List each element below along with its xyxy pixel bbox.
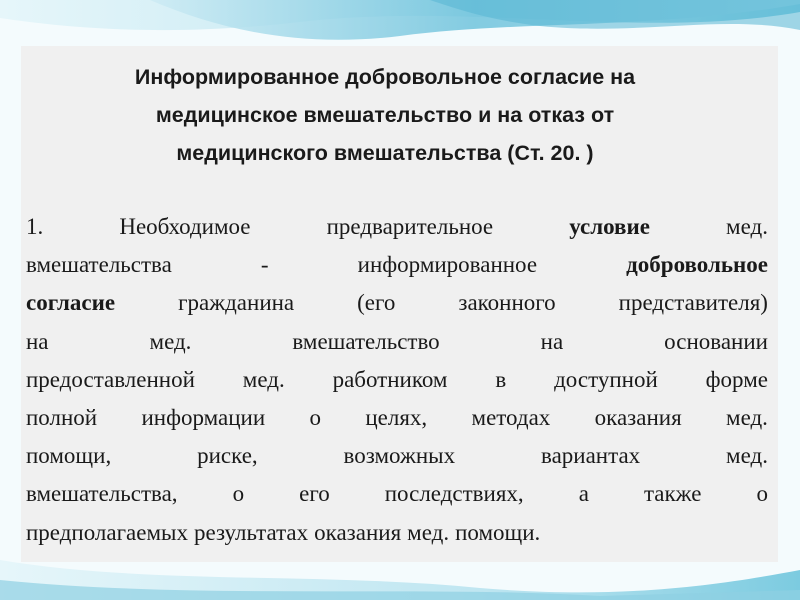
body-word: помощи. bbox=[455, 519, 541, 545]
body-line bbox=[26, 475, 768, 513]
slide-title-line: медицинское вмешательство и на отказ от bbox=[155, 103, 615, 127]
bold-term: согласие bbox=[26, 290, 116, 316]
body-word: информации bbox=[141, 405, 266, 431]
body-word: законного bbox=[458, 290, 556, 316]
body-word: на bbox=[26, 328, 49, 354]
body-word: риске, bbox=[197, 443, 258, 469]
slide-title-line: медицинского вмешательства (Ст. 20. ) bbox=[176, 141, 594, 165]
body-word: вариантах bbox=[541, 443, 641, 469]
body-line bbox=[26, 208, 768, 246]
body-word: методах bbox=[471, 405, 551, 431]
bold-term: добровольное bbox=[626, 252, 768, 278]
body-line bbox=[26, 323, 768, 361]
body-word: на bbox=[540, 328, 564, 354]
body-line bbox=[26, 284, 768, 322]
body-word: мед. bbox=[242, 366, 285, 392]
slide-title-line: Информированное добровольное согласие на bbox=[134, 65, 636, 89]
body-word: представителя) bbox=[618, 290, 768, 316]
body-word: - bbox=[260, 252, 269, 278]
body-word: мед. bbox=[726, 443, 768, 469]
body-word: мед. bbox=[726, 405, 768, 431]
body-word: также bbox=[643, 481, 702, 507]
slide-body-paragraph bbox=[26, 208, 768, 552]
body-word: основании bbox=[664, 328, 768, 354]
body-word: предварительное bbox=[326, 214, 494, 239]
body-word: возможных bbox=[343, 443, 456, 469]
body-line bbox=[26, 514, 768, 552]
body-word: последствиях, bbox=[384, 481, 524, 507]
body-line bbox=[26, 399, 768, 437]
body-word: целях, bbox=[365, 405, 428, 431]
body-word: полной bbox=[26, 405, 98, 431]
body-word: оказания bbox=[594, 405, 682, 431]
body-word: оказания bbox=[314, 519, 402, 545]
body-word: доступной bbox=[554, 366, 658, 392]
body-line bbox=[26, 246, 768, 284]
body-word: вмешательство bbox=[292, 328, 440, 354]
body-word: а bbox=[578, 481, 589, 507]
body-line bbox=[26, 361, 768, 399]
body-word: помощи, bbox=[26, 443, 112, 469]
body-word: (его bbox=[357, 290, 396, 316]
body-word: мед. bbox=[726, 214, 768, 239]
body-word: вмешательства, bbox=[26, 481, 178, 507]
body-word: о bbox=[756, 481, 768, 507]
body-word: предполагаемых bbox=[26, 519, 188, 545]
body-word: работником bbox=[332, 366, 448, 392]
body-line bbox=[26, 437, 768, 475]
body-word: предоставленной bbox=[26, 366, 195, 392]
body-word: вмешательства bbox=[26, 252, 172, 278]
body-word: Необходимое bbox=[119, 214, 251, 239]
body-word: в bbox=[495, 366, 507, 392]
body-word: о bbox=[232, 481, 245, 507]
body-word: о bbox=[309, 405, 322, 431]
bold-term: условие bbox=[569, 214, 650, 239]
body-word: результатах bbox=[193, 519, 309, 545]
body-word: его bbox=[299, 481, 330, 507]
slide-title bbox=[30, 58, 740, 172]
body-word: 1. bbox=[26, 214, 44, 239]
body-word: мед. bbox=[149, 328, 192, 354]
body-word: мед. bbox=[407, 519, 450, 545]
body-word: информированное bbox=[357, 252, 538, 278]
body-word: гражданина bbox=[178, 290, 295, 316]
body-word: форме bbox=[705, 366, 768, 392]
